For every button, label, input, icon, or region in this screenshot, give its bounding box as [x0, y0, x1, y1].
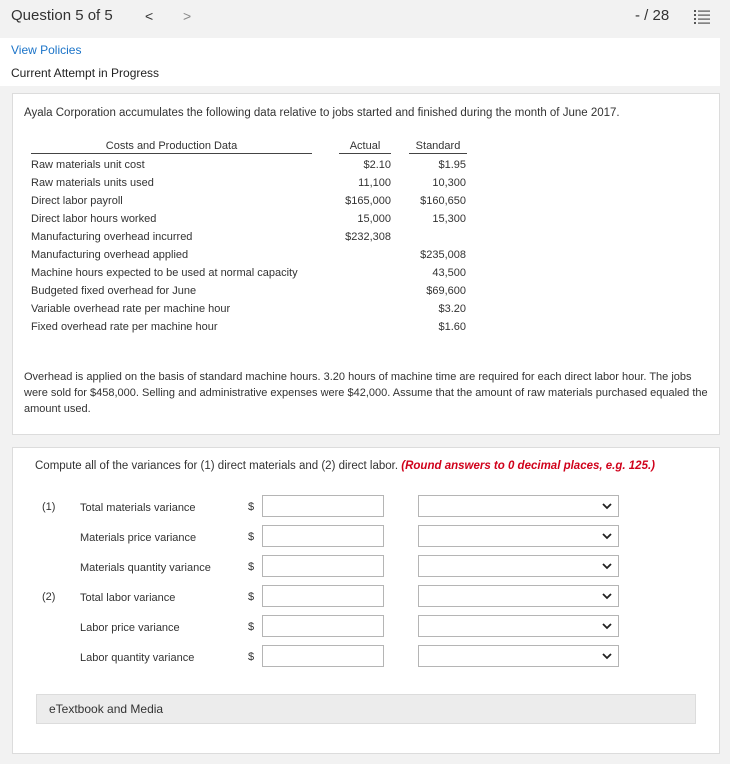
chevron-down-icon — [602, 591, 612, 601]
variance-type-select[interactable] — [418, 555, 619, 577]
row-standard: 15,300 — [432, 213, 466, 225]
answer-row — [13, 615, 719, 641]
table-row — [31, 159, 471, 177]
row-label: Manufacturing overhead applied — [31, 249, 189, 261]
variance-label: Labor price variance — [80, 622, 180, 634]
row-actual: $232,308 — [345, 231, 391, 243]
row-label: Manufacturing overhead incurred — [31, 231, 193, 243]
variance-label: Labor quantity variance — [80, 652, 195, 664]
currency-symbol: $ — [248, 651, 255, 663]
previous-question-button[interactable]: < — [145, 8, 154, 24]
instruction — [35, 460, 655, 472]
row-standard: $69,600 — [426, 285, 466, 297]
answer-row — [13, 555, 719, 581]
question-counter: Question 5 of 5 — [11, 7, 113, 24]
part-number: (2) — [42, 591, 56, 603]
row-standard: $1.60 — [438, 321, 466, 333]
row-label: Machine hours expected to be used at normal capacity — [31, 267, 298, 279]
next-question-button[interactable]: > — [183, 8, 192, 24]
variance-type-select[interactable] — [418, 525, 619, 547]
variance-label: Materials quantity variance — [80, 562, 211, 574]
variance-type-select[interactable] — [418, 615, 619, 637]
row-label: Direct labor hours worked — [31, 213, 157, 225]
variance-label: Total materials variance — [80, 502, 196, 514]
header-costs: Costs and Production Data — [31, 140, 312, 154]
row-label: Budgeted fixed overhead for June — [31, 285, 197, 297]
table-row — [31, 213, 471, 231]
currency-symbol: $ — [248, 591, 255, 603]
chevron-down-icon — [602, 561, 612, 571]
row-actual: 11,100 — [358, 177, 391, 189]
table-row — [31, 321, 471, 339]
row-label: Variable overhead rate per machine hour — [31, 303, 231, 315]
row-actual: $165,000 — [345, 195, 391, 207]
variance-amount-input[interactable] — [262, 615, 384, 637]
policies-panel — [0, 38, 720, 86]
variance-type-select[interactable] — [418, 585, 619, 607]
problem-paragraph: Overhead is applied on the basis of standard machine hours. 3.20 hours of machine time are required for each direct labor hour. The jobs were sold for $458,000. Selling and administrative expenses were $42,000. Assume that the amount of raw materials purchased equaled the amount used. — [24, 371, 708, 415]
chevron-down-icon — [602, 531, 612, 541]
answer-panel — [12, 447, 720, 754]
currency-symbol: $ — [248, 501, 255, 513]
variance-label: Total labor variance — [80, 592, 176, 604]
problem-intro: Ayala Corporation accumulates the following data relative to jobs started and finished during the month of June 2017. — [24, 107, 620, 119]
chevron-down-icon — [602, 651, 612, 661]
row-label: Direct labor payroll — [31, 195, 123, 207]
row-standard: $235,008 — [420, 249, 466, 261]
table-row — [31, 231, 471, 249]
answer-row — [13, 495, 719, 521]
part-number: (1) — [42, 501, 56, 513]
row-label: Raw materials units used — [31, 177, 154, 189]
variance-amount-input[interactable] — [262, 555, 384, 577]
variance-amount-input[interactable] — [262, 495, 384, 517]
row-standard: $160,650 — [420, 195, 466, 207]
variance-type-select[interactable] — [418, 495, 619, 517]
chevron-down-icon — [602, 501, 612, 511]
variance-amount-input[interactable] — [262, 645, 384, 667]
answer-row — [13, 645, 719, 671]
etextbook-media-button[interactable] — [36, 694, 696, 724]
currency-symbol: $ — [248, 531, 255, 543]
variance-amount-input[interactable] — [262, 585, 384, 607]
points-display: - / 28 — [635, 7, 670, 24]
row-label: Fixed overhead rate per machine hour — [31, 321, 218, 333]
header-actual: Actual — [339, 140, 391, 154]
row-standard: $1.95 — [438, 159, 466, 171]
answer-row — [13, 585, 719, 611]
row-label: Raw materials unit cost — [31, 159, 145, 171]
row-standard: 10,300 — [432, 177, 466, 189]
row-actual: 15,000 — [357, 213, 391, 225]
variance-type-select[interactable] — [418, 645, 619, 667]
variance-amount-input[interactable] — [262, 525, 384, 547]
row-standard: $3.20 — [438, 303, 466, 315]
question-header — [0, 0, 730, 38]
table-row — [31, 303, 471, 321]
answer-row — [13, 525, 719, 551]
row-actual: $2.10 — [363, 159, 391, 171]
attempt-status: Current Attempt in Progress — [11, 66, 160, 80]
header-standard: Standard — [409, 140, 467, 154]
table-row — [31, 177, 471, 195]
variance-label: Materials price variance — [80, 532, 197, 544]
currency-symbol: $ — [248, 621, 255, 633]
table-row — [31, 267, 471, 285]
rounding-note: (Round answers to 0 decimal places, e.g. 125.) — [401, 460, 655, 472]
table-row — [31, 285, 471, 303]
currency-symbol: $ — [248, 561, 255, 573]
problem-panel — [12, 93, 720, 435]
table-row — [31, 249, 471, 267]
table-row — [31, 195, 471, 213]
view-policies-link[interactable]: View Policies — [11, 43, 82, 57]
chevron-down-icon — [602, 621, 612, 631]
list-icon[interactable] — [694, 9, 710, 25]
instruction-text: Compute all of the variances for (1) direct materials and (2) direct labor. — [35, 460, 399, 472]
etextbook-label: eTextbook and Media — [49, 702, 164, 716]
row-standard: 43,500 — [432, 267, 466, 279]
